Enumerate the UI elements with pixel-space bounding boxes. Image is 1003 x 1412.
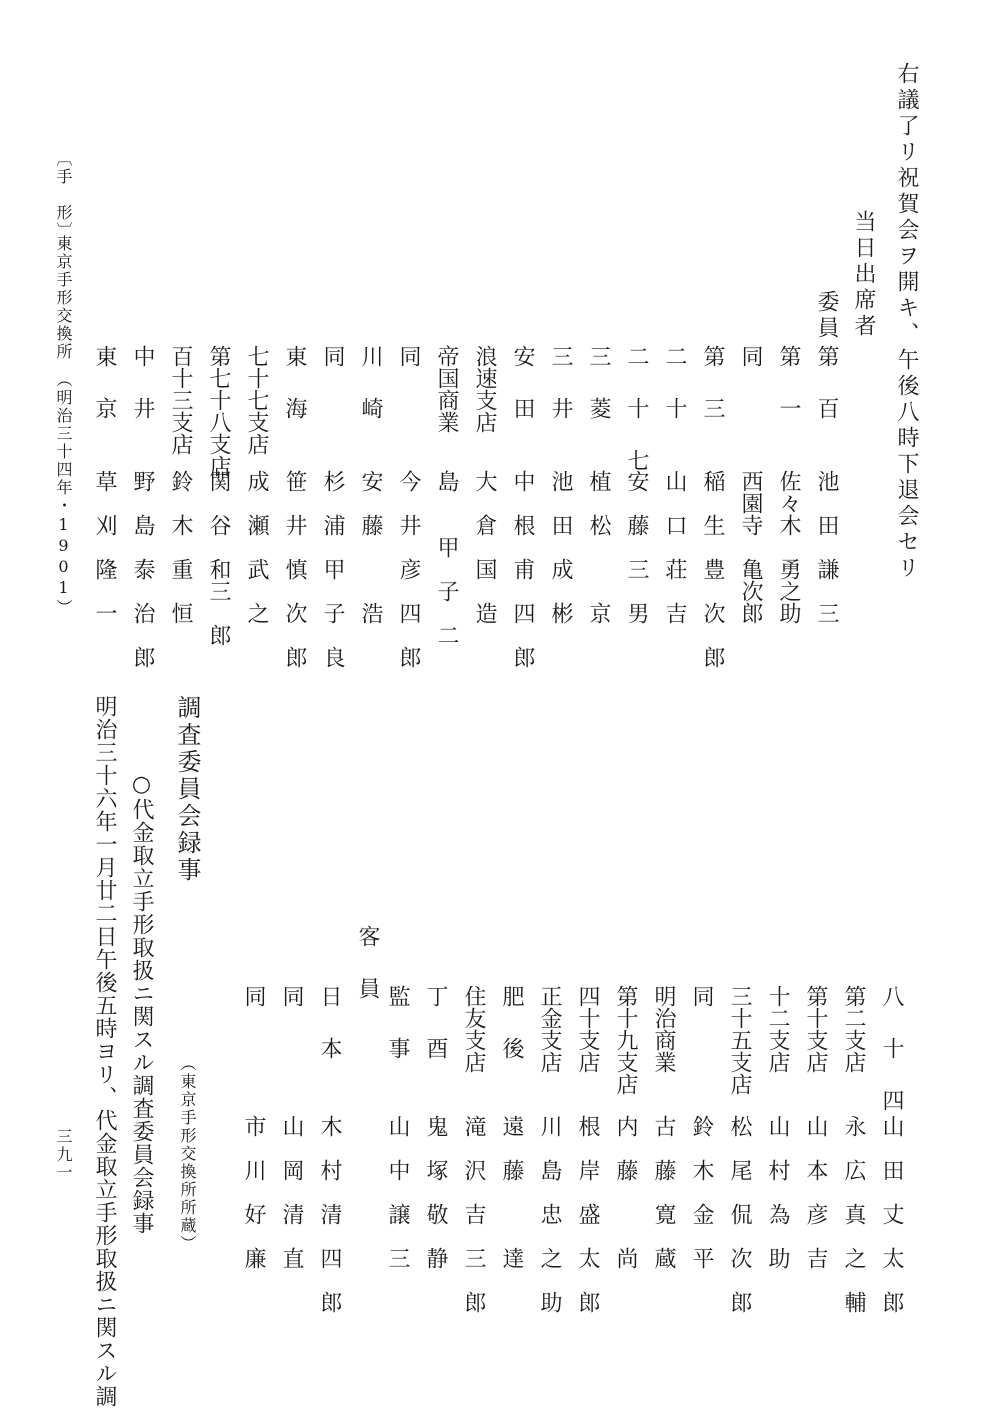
org-label: 帝国商業: [434, 345, 459, 433]
member-name: 市 川 好 廉: [241, 1115, 266, 1269]
org-label: 明治商業: [651, 985, 676, 1073]
org-label: 監 事: [385, 985, 410, 1063]
member-name: 笹 井 慎 次 郎: [282, 470, 307, 668]
org-label: 同: [396, 345, 421, 371]
org-label: 三 井: [548, 345, 573, 423]
member-name: 鈴 木 金 平: [689, 1115, 714, 1269]
member-name: 山 中 譲 三: [385, 1115, 410, 1269]
member-name: 安 藤 三 男: [624, 470, 649, 624]
member-name: 草 刈 隆 一: [92, 470, 117, 624]
org-label: 第七十八支店: [206, 345, 231, 477]
member-name: 山 田 丈 太 郎: [879, 1115, 904, 1313]
member-name: 野 島 泰 治 郎: [130, 470, 155, 668]
org-label: 同: [279, 985, 304, 1011]
org-label: 日 本: [317, 985, 342, 1063]
member-name: 杉 浦 甲 子 良: [320, 470, 345, 668]
org-label: 二 十: [662, 345, 687, 423]
member-name: 中 根 甫 四 郎: [510, 470, 535, 668]
attendance-label: 当日出席者: [851, 210, 876, 340]
member-name: 遠 藤 達: [499, 1115, 524, 1269]
org-label: 東 海: [282, 345, 307, 423]
member-name: 植 松 京: [586, 470, 611, 624]
org-label: 百十三支店: [168, 345, 193, 455]
section-title: 調査委員会録事: [173, 695, 201, 884]
member-name: 永 広 真 之 輔: [841, 1115, 866, 1313]
org-label: 第十支店: [803, 985, 828, 1073]
org-label: 第十九支店: [613, 985, 638, 1095]
org-label: 丁 酉: [423, 985, 448, 1063]
member-name: 関 谷 和三 郎: [206, 470, 231, 646]
member-name: 鬼 塚 敬 静: [423, 1115, 448, 1269]
org-label: 肥 後: [499, 985, 524, 1063]
org-label: 東 京: [92, 345, 117, 423]
member-name: 今 井 彦 四 郎: [396, 470, 421, 668]
member-name: 川 島 忠 之 助: [537, 1115, 562, 1313]
org-label: 正金支店: [537, 985, 562, 1073]
member-name: 山 村 為 助: [765, 1115, 790, 1269]
committee-label: 委員: [814, 290, 839, 342]
org-label: 中 井: [130, 345, 155, 423]
org-label: 安 田: [510, 345, 535, 423]
member-name: 大 倉 国 造: [472, 470, 497, 624]
member-name: 鈴 木 重 恒: [168, 470, 193, 624]
org-label: 同: [738, 345, 763, 371]
member-name: 池 田 謙 三: [814, 470, 839, 624]
org-label: 三 菱: [586, 345, 611, 423]
member-name: 山 本 彦 吉: [803, 1115, 828, 1269]
org-label: 二 十 七: [624, 345, 649, 475]
org-label: 十二支店: [765, 985, 790, 1073]
subheading: ○代金取立手形取扱ニ関スル調査委員会録事: [129, 772, 154, 1235]
member-name: 山 口 荘 吉: [662, 470, 687, 624]
org-label: 第 三: [700, 345, 725, 423]
member-name: 佐々木 勇之助: [776, 470, 801, 624]
source-note: （東京手形交換所所蔵）: [178, 1055, 197, 1253]
header-line: 右議了リ祝賀会ヲ開キ、午後八時下退会セリ: [894, 62, 919, 582]
member-name: 松 尾 侃 次 郎: [727, 1115, 752, 1313]
member-name: 成 瀬 武 之: [244, 470, 269, 624]
member-name: 池 田 成 彬: [548, 470, 573, 624]
member-name: 内 藤 尚: [613, 1115, 638, 1269]
org-label: 八 十 四: [879, 985, 904, 1115]
org-label: 住友支店: [461, 985, 486, 1073]
member-name: 根 岸 盛 太 郎: [575, 1115, 600, 1313]
org-label: 川 崎: [358, 345, 383, 423]
org-label: 第 一: [776, 345, 801, 423]
member-name: 滝 沢 吉 三 郎: [461, 1115, 486, 1313]
page-number: 三九一: [54, 1128, 73, 1182]
org-label: 第 百: [814, 345, 839, 423]
org-label: 同: [241, 985, 266, 1011]
member-name: 山 岡 清 直: [279, 1115, 304, 1269]
body-line: 明治三十六年一月廿二日午後五時ヨリ、代金取立手形取扱ニ関スル調: [92, 695, 117, 1408]
member-name: 島 甲 子 二: [434, 470, 459, 646]
org-label: 同: [689, 985, 714, 1011]
org-label: 七十七支店: [244, 345, 269, 455]
org-label: 三十五支店: [727, 985, 752, 1095]
guests-label: 客 員: [355, 925, 380, 1003]
member-name: 木 村 清 四 郎: [317, 1115, 342, 1313]
org-label: 第二支店: [841, 985, 866, 1073]
org-label: 浪速支店: [472, 345, 497, 433]
org-label: 同: [320, 345, 345, 371]
running-category: 〔手 形〕: [54, 150, 73, 240]
running-title: 東京手形交換所 （明治三十四年・1901）: [54, 235, 73, 617]
member-name: 西園寺 亀次郎: [738, 470, 763, 624]
org-label: 四十支店: [575, 985, 600, 1073]
member-name: 安 藤 浩: [358, 470, 383, 624]
member-name: 稲 生 豊 次 郎: [700, 470, 725, 668]
member-name: 古 藤 寛 蔵: [651, 1115, 676, 1269]
